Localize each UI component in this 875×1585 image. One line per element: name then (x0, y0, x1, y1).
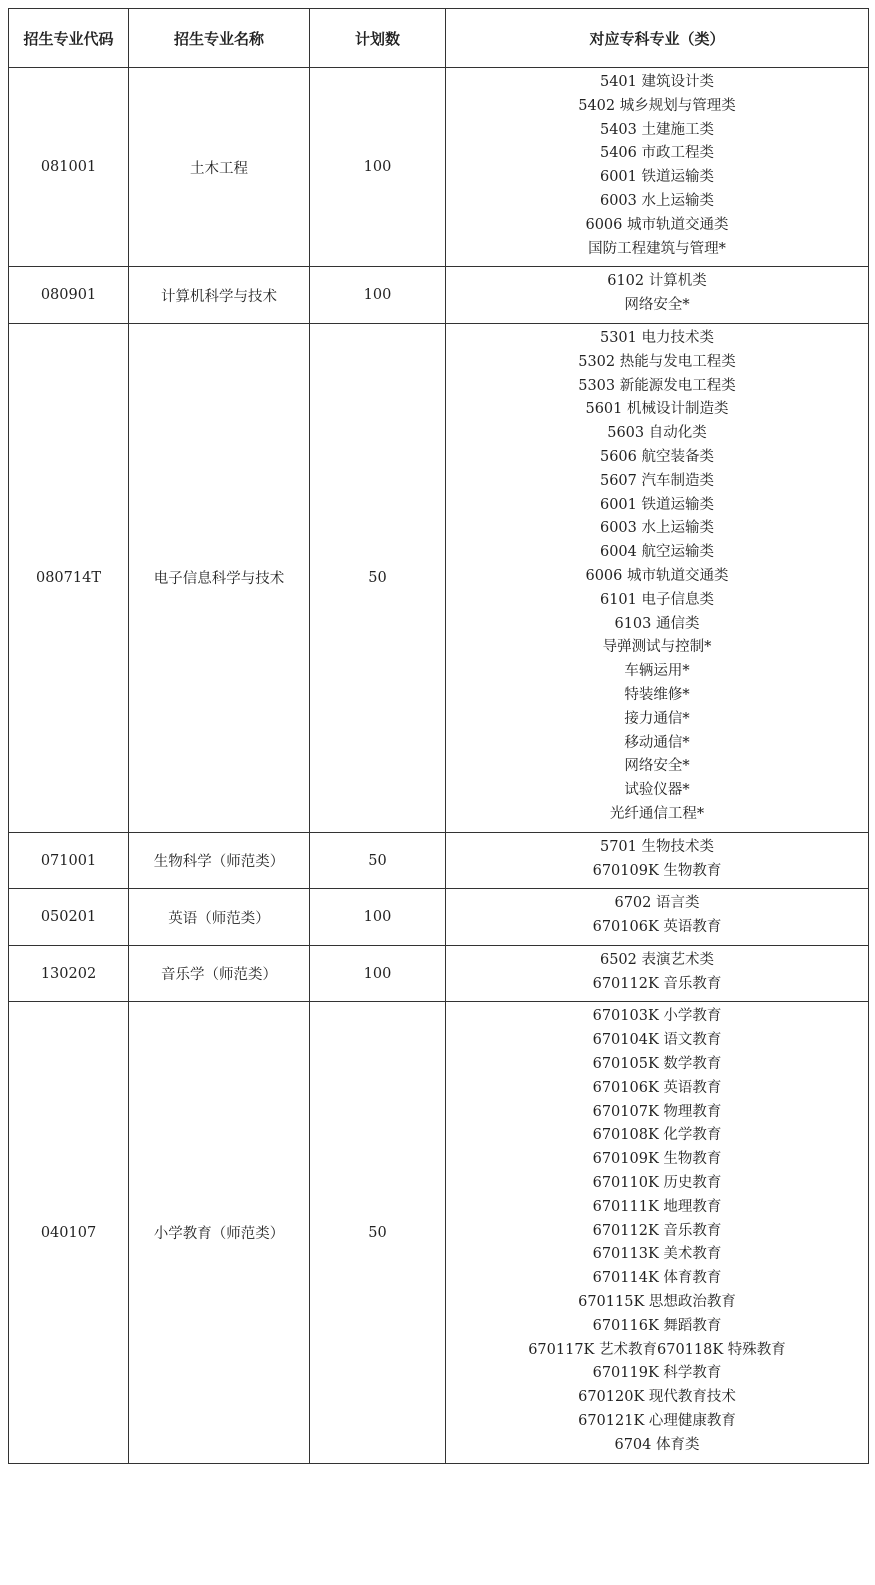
specialty-item: 导弹测试与控制* (602, 639, 712, 656)
table-body (9, 68, 869, 1464)
major-name-cell: 小学教育（师范类） (129, 1002, 310, 1463)
major-name-cell: 土木工程 (129, 68, 310, 267)
specialty-item: 车辆运用* (624, 663, 690, 680)
major-code-cell: 080901 (9, 267, 129, 324)
major-name-cell: 音乐学（师范类） (129, 945, 310, 1002)
specialty-item: 5406 市政工程类 (599, 145, 714, 162)
specialty-item: 670112K 音乐教育 (592, 1222, 722, 1239)
specialty-item: 网络安全* (624, 758, 690, 775)
specialty-item: 670116K 舞蹈教育 (592, 1317, 722, 1334)
related-specialties-cell (446, 889, 869, 946)
specialty-item: 670103K 小学教育 (592, 1008, 722, 1025)
related-specialties-cell (446, 323, 869, 832)
table-row (9, 1002, 869, 1463)
specialty-item: 670112K 音乐教育 (592, 975, 722, 992)
specialty-item: 5607 汽车制造类 (599, 472, 714, 489)
related-specialties-cell (446, 1002, 869, 1463)
specialty-item: 6001 铁道运输类 (599, 496, 714, 513)
specialty-item: 网络安全* (624, 297, 690, 314)
specialty-item: 接力通信* (624, 710, 690, 727)
plan-count-cell: 100 (310, 889, 446, 946)
specialty-item: 国防工程建筑与管理* (588, 240, 726, 257)
specialty-item: 670105K 数学教育 (592, 1056, 722, 1073)
specialty-item: 670104K 语文教育 (592, 1032, 722, 1049)
specialty-item: 光纤通信工程* (609, 805, 705, 822)
header-plan-count: 计划数 (310, 9, 446, 68)
specialty-item: 6001 铁道运输类 (599, 169, 714, 186)
specialty-item: 6006 城市轨道交通类 (585, 567, 729, 584)
plan-count-cell: 50 (310, 323, 446, 832)
major-name-cell: 电子信息科学与技术 (129, 323, 310, 832)
specialty-item: 670114K 体育教育 (592, 1270, 722, 1287)
specialty-item: 5403 土建施工类 (599, 121, 714, 138)
specialty-item: 670120K 现代教育技术 (578, 1389, 736, 1406)
major-name-cell: 英语（师范类） (129, 889, 310, 946)
admission-plan-table (8, 8, 869, 1464)
major-code-cell: 040107 (9, 1002, 129, 1463)
specialty-item: 670106K 英语教育 (592, 919, 722, 936)
major-name-cell: 计算机科学与技术 (129, 267, 310, 324)
specialty-item: 6004 航空运输类 (599, 544, 714, 561)
specialty-item: 670117K 艺术教育670118K 特殊教育 (528, 1341, 786, 1358)
related-specialties-cell (446, 68, 869, 267)
specialty-item: 5601 机械设计制造类 (585, 401, 729, 418)
specialty-item: 6003 水上运输类 (599, 192, 714, 209)
table-row (9, 889, 869, 946)
major-code-cell: 081001 (9, 68, 129, 267)
specialty-item: 特装维修* (624, 686, 690, 703)
specialty-item: 5302 热能与发电工程类 (578, 353, 736, 370)
plan-count-cell: 100 (310, 945, 446, 1002)
specialty-item: 670106K 英语教育 (592, 1079, 722, 1096)
specialty-item: 6502 表演艺术类 (599, 951, 714, 968)
specialty-item: 6102 计算机类 (607, 273, 707, 290)
specialty-item: 670113K 美术教育 (592, 1246, 722, 1263)
specialty-item: 670111K 地理教育 (592, 1198, 722, 1215)
specialty-item: 670107K 物理教育 (592, 1103, 722, 1120)
specialty-item: 6003 水上运输类 (599, 520, 714, 537)
specialty-item: 5402 城乡规划与管理类 (578, 97, 736, 114)
table-header-row (9, 9, 869, 68)
table-row (9, 832, 869, 889)
header-major-name: 招生专业名称 (129, 9, 310, 68)
major-code-cell: 071001 (9, 832, 129, 889)
specialty-item: 670108K 化学教育 (592, 1127, 722, 1144)
specialty-item: 670119K 科学教育 (592, 1365, 722, 1382)
specialty-item: 5606 航空装备类 (599, 448, 714, 465)
specialty-item: 5401 建筑设计类 (599, 74, 714, 90)
specialty-item: 移动通信* (624, 734, 690, 751)
specialty-item: 5301 电力技术类 (599, 329, 714, 346)
specialty-item: 5603 自动化类 (607, 425, 707, 442)
table-row (9, 68, 869, 267)
specialty-item: 6103 通信类 (614, 615, 700, 632)
specialty-item: 670121K 心理健康教育 (578, 1413, 736, 1430)
major-code-cell: 050201 (9, 889, 129, 946)
major-code-cell: 130202 (9, 945, 129, 1002)
plan-count-cell: 100 (310, 68, 446, 267)
plan-count-cell: 50 (310, 832, 446, 889)
table-row (9, 267, 869, 324)
related-specialties-cell (446, 267, 869, 324)
specialty-item: 6006 城市轨道交通类 (585, 216, 729, 233)
table-row (9, 945, 869, 1002)
specialty-item: 试验仪器* (624, 782, 690, 799)
specialty-item: 6704 体育类 (614, 1436, 700, 1453)
specialty-item: 5303 新能源发电工程类 (578, 377, 736, 394)
specialty-item: 670115K 思想政治教育 (578, 1294, 736, 1311)
specialty-item: 5701 生物技术类 (599, 838, 714, 855)
related-specialties-cell (446, 945, 869, 1002)
specialty-item: 670110K 历史教育 (592, 1175, 722, 1192)
header-related-specialties: 对应专科专业（类） (446, 9, 869, 68)
specialty-item: 6101 电子信息类 (599, 591, 714, 608)
major-code-cell: 080714T (9, 323, 129, 832)
specialty-item: 6702 语言类 (614, 895, 700, 912)
plan-count-cell: 50 (310, 1002, 446, 1463)
header-major-code: 招生专业代码 (9, 9, 129, 68)
table-row (9, 323, 869, 832)
related-specialties-cell (446, 832, 869, 889)
specialty-item: 670109K 生物教育 (592, 1151, 722, 1168)
major-name-cell: 生物科学（师范类） (129, 832, 310, 889)
plan-count-cell: 100 (310, 267, 446, 324)
specialty-item: 670109K 生物教育 (592, 862, 722, 879)
